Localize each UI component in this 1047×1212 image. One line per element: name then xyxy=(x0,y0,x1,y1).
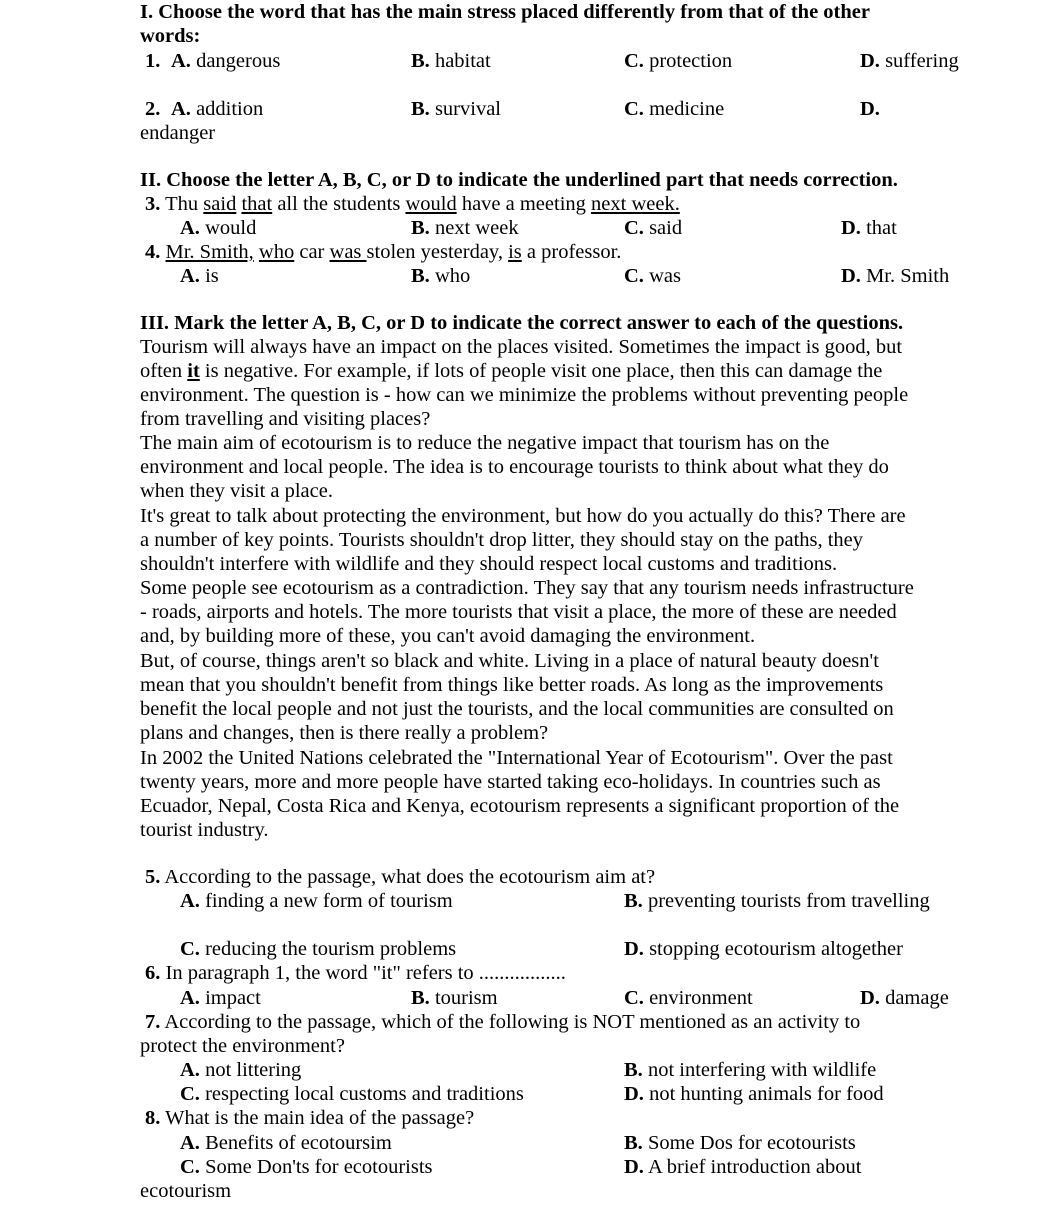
passage-line: tourist industry. xyxy=(140,819,269,841)
question-6-stem: 6. In paragraph 1, the word "it" refers to ................. xyxy=(145,962,566,984)
option-a: A. dangerous xyxy=(171,50,281,72)
passage-line: But, of course, things aren't so black and white. Living in a place of natural beauty doesn't xyxy=(140,650,879,672)
passage-line: when they visit a place. xyxy=(140,480,333,502)
passage-line: Some people see ecotourism as a contradiction. They say that any tourism needs infrastructure xyxy=(140,577,914,599)
passage-line: It's great to talk about protecting the environment, but how do you actually do this? There are xyxy=(140,505,906,527)
section-1-heading: I. Choose the word that has the main stress placed differently from that of the other xyxy=(140,1,870,23)
question-8-stem: 8. What is the main idea of the passage? xyxy=(145,1107,475,1129)
passage-line: In 2002 the United Nations celebrated the "International Year of Ecotourism". Over the past xyxy=(140,747,893,769)
passage-line: environment and local people. The idea is to encourage tourists to think about what they do xyxy=(140,456,889,478)
section-3-heading: III. Mark the letter A, B, C, or D to indicate the correct answer to each of the questions. xyxy=(140,312,904,334)
question-number: 1. xyxy=(145,50,161,72)
option-d-cont: ecotourism xyxy=(140,1180,232,1202)
option-a: A. would xyxy=(180,217,257,239)
passage-line: shouldn't interfere with wildlife and they should respect local customs and traditions. xyxy=(140,553,838,575)
option-d: D. not hunting animals for food xyxy=(624,1083,884,1105)
question-4-stem: 4. Mr. Smith, who car was stolen yesterday, is a professor. xyxy=(145,241,622,263)
passage-line: from travelling and visiting places? xyxy=(140,408,431,430)
passage-line: and, by building more of these, you can't avoid damaging the environment. xyxy=(140,625,756,647)
option-b: B. habitat xyxy=(411,50,491,72)
option-b: B. who xyxy=(411,265,471,287)
option-d: D. suffering xyxy=(860,50,959,72)
option-b: B. next week xyxy=(411,217,519,239)
question-7-stem: 7. According to the passage, which of the following is NOT mentioned as an activity to xyxy=(145,1011,861,1033)
option-d: D. Mr. Smith xyxy=(841,265,950,287)
option-c: C. environment xyxy=(624,987,753,1009)
question-3-stem: 3. Thu said that all the students would have a meeting next week. xyxy=(145,193,680,215)
passage-line: plans and changes, then is there really a problem? xyxy=(140,722,549,744)
passage-line: Tourism will always have an impact on the places visited. Sometimes the impact is good, but xyxy=(140,336,903,358)
option-b: B. tourism xyxy=(411,987,498,1009)
option-c: C. reducing the tourism problems xyxy=(180,938,457,960)
option-a: A. impact xyxy=(180,987,261,1009)
passage-line: The main aim of ecotourism is to reduce the negative impact that tourism has on the xyxy=(140,432,830,454)
option-b: B. preventing tourists from travelling xyxy=(624,890,930,912)
option-a: A. finding a new form of tourism xyxy=(180,890,453,912)
option-a: A. Benefits of ecotoursim xyxy=(180,1132,392,1154)
option-b: B. survival xyxy=(411,98,501,120)
option-d: D. A brief introduction about xyxy=(624,1156,862,1178)
passage-line: - roads, airports and hotels. The more tourists that visit a place, the more of these are needed xyxy=(140,601,897,623)
option-d: D. damage xyxy=(860,987,949,1009)
option-a: A. not littering xyxy=(180,1059,302,1081)
option-d: D. stopping ecotourism altogether xyxy=(624,938,903,960)
option-c: C. was xyxy=(624,265,681,287)
passage-line: environment. The question is - how can we minimize the problems without preventing people xyxy=(140,384,909,406)
passage-line: twenty years, more and more people have started taking eco-holidays. In countries such as xyxy=(140,771,881,793)
question-number: 2. xyxy=(145,98,161,120)
question-7-stem-cont: protect the environment? xyxy=(140,1035,345,1057)
option-b: B. Some Dos for ecotourists xyxy=(624,1132,856,1154)
option-d-label: D. xyxy=(860,98,880,120)
section-2-heading: II. Choose the letter A, B, C, or D to indicate the underlined part that needs correction. xyxy=(140,169,898,191)
option-c: C. Some Don'ts for ecotourists xyxy=(180,1156,433,1178)
section-1-heading-cont: words: xyxy=(140,25,201,47)
option-d: D. that xyxy=(841,217,897,239)
option-c: C. medicine xyxy=(624,98,725,120)
passage-line: mean that you shouldn't benefit from things like better roads. As long as the improvements xyxy=(140,674,884,696)
passage-line: often it is negative. For example, if lots of people visit one place, then this can damage the xyxy=(140,360,883,382)
question-5-stem: 5. According to the passage, what does the ecotourism aim at? xyxy=(145,866,656,888)
option-d-text: endanger xyxy=(140,122,216,144)
passage-line: Ecuador, Nepal, Costa Rica and Kenya, ecotourism represents a significant proportion of the xyxy=(140,795,900,817)
option-c: C. said xyxy=(624,217,683,239)
passage-line: a number of key points. Tourists shouldn't drop litter, they should stay on the paths, they xyxy=(140,529,864,551)
option-c: C. respecting local customs and traditions xyxy=(180,1083,524,1105)
option-c: C. protection xyxy=(624,50,733,72)
option-a: A. addition xyxy=(171,98,264,120)
option-a: A. is xyxy=(180,265,219,287)
passage-line: benefit the local people and not just the tourists, and the local communities are consulted on xyxy=(140,698,894,720)
option-b: B. not interfering with wildlife xyxy=(624,1059,877,1081)
